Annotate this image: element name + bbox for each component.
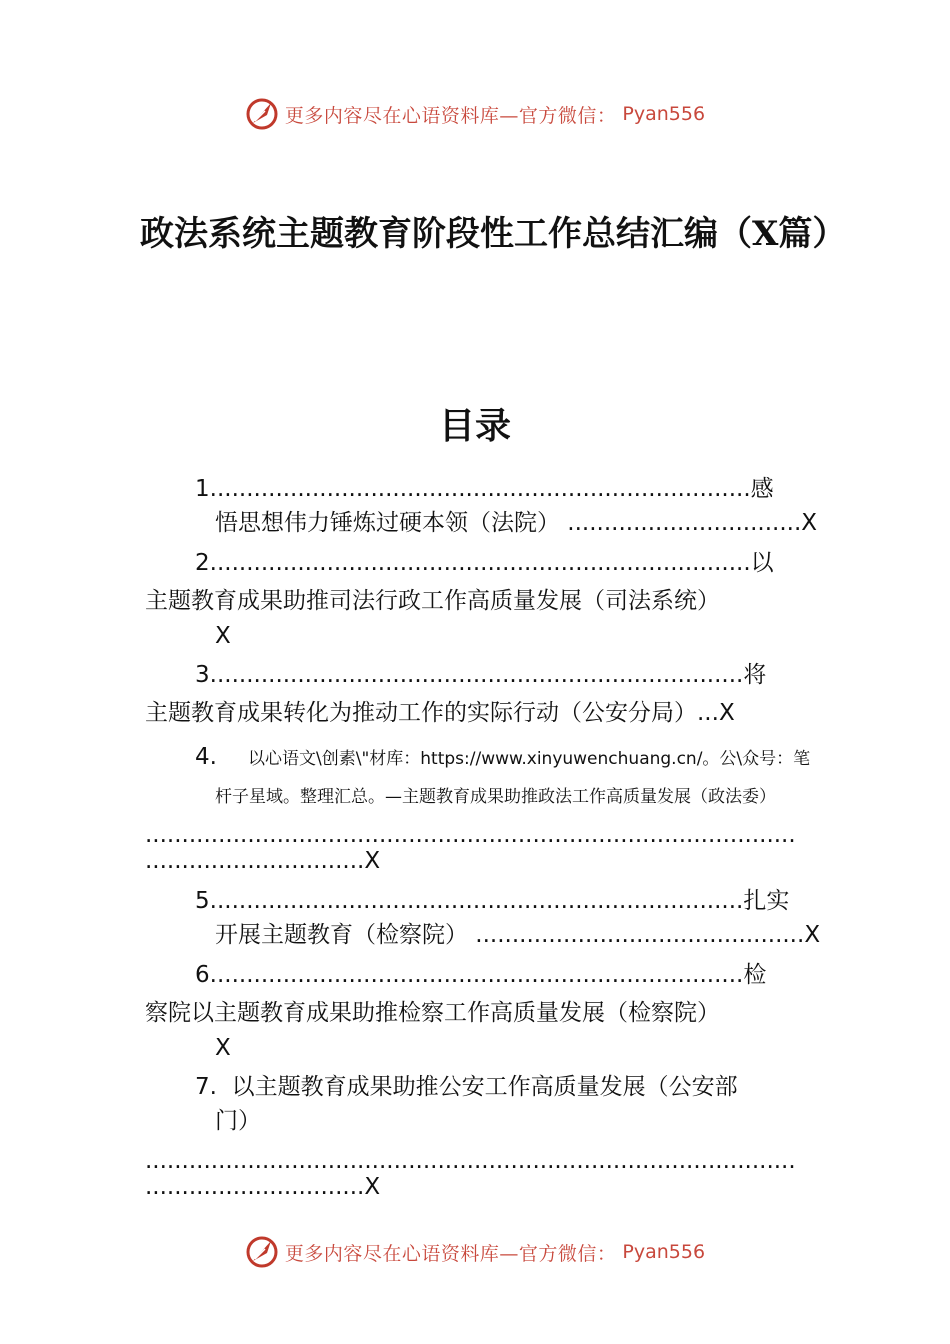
toc-title-part: 以 bbox=[750, 550, 774, 576]
toc-line bbox=[145, 998, 720, 1028]
toc-title-part: 主题教育成果助推司法行政工作高质量发展（司法系统） bbox=[145, 588, 720, 614]
toc-line bbox=[145, 698, 735, 728]
toc-page: X bbox=[364, 1174, 381, 1200]
toc-line bbox=[215, 621, 231, 651]
toc-title-part: 察院以主题教育成果助推检察工作高质量发展（检察院） bbox=[145, 1000, 720, 1026]
toc-title-part: 以主题教育成果助推公安工作高质量发展（公安部 bbox=[216, 1074, 738, 1100]
toc-line bbox=[195, 1072, 738, 1102]
toc-number: 4. bbox=[195, 744, 217, 770]
toc-number: 2 bbox=[195, 550, 210, 576]
toc-page: X bbox=[215, 623, 231, 649]
watermark-wechat-id: Pyan556 bbox=[622, 1241, 706, 1263]
toc-line bbox=[195, 886, 789, 916]
toc-title-part: 开展主题教育（检察院） bbox=[215, 922, 468, 948]
watermark-text: 更多内容尽在心语资料库—官方微信： bbox=[284, 1242, 617, 1265]
toc-leader-dots: .............................. bbox=[145, 848, 365, 874]
toc-leader-dots: ... bbox=[697, 700, 719, 726]
toc-line bbox=[145, 1172, 380, 1202]
toc-page: X bbox=[804, 922, 821, 948]
toc-title-part: 杆子星域。整理汇总。—主题教育成果助推政法工作高质量发展（政法委） bbox=[215, 787, 776, 807]
toc-title-part: 悟思想伟力锤炼过硬本领（法院） bbox=[215, 510, 560, 536]
toc-page: X bbox=[801, 510, 818, 536]
toc-leader-dots: ................................ bbox=[560, 510, 802, 536]
toc-line bbox=[215, 1106, 261, 1136]
document-title: 政法系统主题教育阶段性工作总结汇编（X篇） bbox=[140, 214, 847, 254]
watermark-text: 更多内容尽在心语资料库—官方微信： bbox=[284, 104, 617, 127]
toc-leader-dots: ......................................................................................... bbox=[145, 822, 796, 848]
toc-line bbox=[195, 960, 766, 990]
toc-line bbox=[195, 660, 766, 690]
toc-title-part: 感 bbox=[750, 476, 774, 502]
toc-leader-dots: ......................................................................... bbox=[209, 888, 744, 914]
toc-leader-dots: .......................................................................... bbox=[209, 550, 751, 576]
toc-title-part: 检 bbox=[743, 962, 767, 988]
toc-heading: 目录 bbox=[438, 405, 511, 447]
quill-logo-icon bbox=[245, 1235, 279, 1269]
toc-leader-dots: .......................................................................... bbox=[209, 476, 751, 502]
toc-leader-dots: ............................................. bbox=[468, 922, 805, 948]
toc-title-part: 扎实 bbox=[743, 888, 790, 914]
toc-leader-dots: .............................. bbox=[145, 1174, 365, 1200]
toc-line bbox=[145, 586, 720, 616]
toc-leader-dots: ......................................................................... bbox=[209, 662, 744, 688]
toc-line bbox=[215, 508, 817, 538]
toc-line bbox=[215, 782, 776, 812]
toc-number: 7. bbox=[195, 1074, 217, 1100]
toc-line bbox=[195, 548, 774, 578]
toc-leader-dots: ......................................................................... bbox=[209, 962, 744, 988]
toc-line bbox=[195, 474, 774, 504]
toc-number: 6 bbox=[195, 962, 210, 988]
toc-title-part: 主题教育成果转化为推动工作的实际行动（公安分局） bbox=[145, 700, 697, 726]
toc-line bbox=[248, 744, 810, 774]
toc-number: 3 bbox=[195, 662, 210, 688]
toc-line bbox=[215, 920, 820, 950]
toc-title-part: 将 bbox=[743, 662, 767, 688]
toc-page: X bbox=[215, 1035, 231, 1061]
watermark-wechat-id: Pyan556 bbox=[622, 103, 706, 125]
toc-line bbox=[215, 1033, 231, 1063]
toc-line bbox=[195, 742, 217, 772]
watermark-footer bbox=[0, 1232, 950, 1272]
toc-title-part: 以心语文\创素\"材库：https://www.xinyuwenchuang.cn/。公\众号：笔 bbox=[248, 749, 811, 769]
toc-page: X bbox=[718, 700, 735, 726]
toc-line bbox=[145, 846, 380, 876]
toc-title-part: 门） bbox=[215, 1108, 261, 1134]
toc-number: 1 bbox=[195, 476, 210, 502]
toc-number: 5 bbox=[195, 888, 210, 914]
toc-page: X bbox=[364, 848, 381, 874]
toc-leader-dots: ......................................................................................... bbox=[145, 1148, 796, 1174]
